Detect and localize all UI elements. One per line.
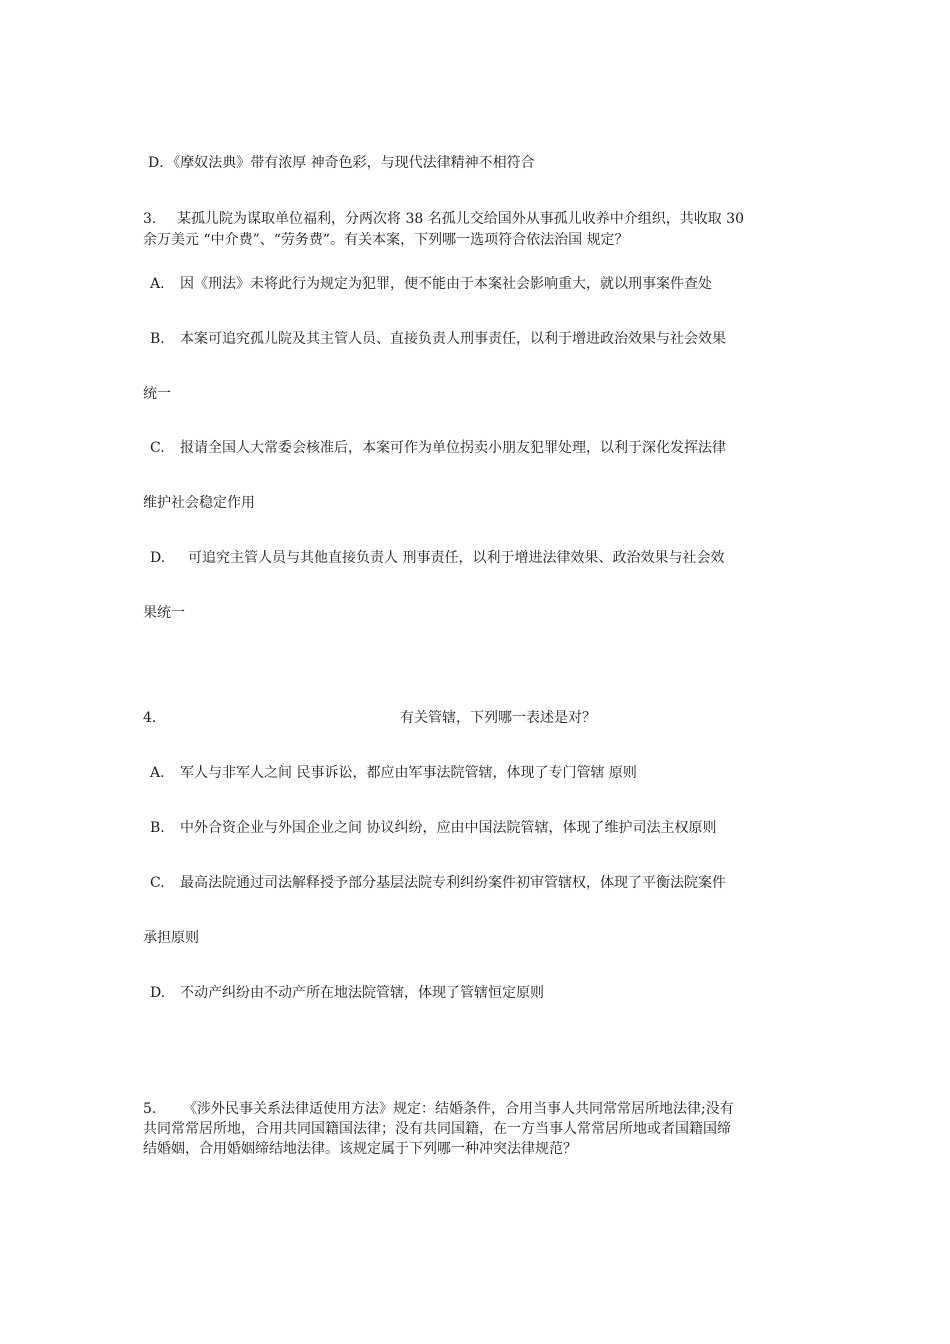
option-letter: D. <box>150 985 166 1001</box>
q3-option-d <box>150 548 724 568</box>
option-letter: A. <box>150 765 165 781</box>
option-text: 军人与非军人之间 民事诉讼，都应由军事法院管辖，体现了专门管辖 原则 <box>180 765 637 781</box>
option-text: 本案可追究孤儿院及其主管人员、直接负责人刑事责任，以利于增进政治效果与社会效果 <box>180 331 726 347</box>
option-text: 中外合资企业与外国企业之间 协议纠纷，应由中国法院管辖，体现了维护司法主权原则 <box>180 820 717 836</box>
option-text: 因《刑法》未将此行为规定为犯罪，便不能由于本案社会影响重大，就以刑事案件查处 <box>180 276 712 292</box>
option-text: 不动产纠纷由不动产所在地法院管辖，体现了管辖恒定原则 <box>180 985 544 1001</box>
q3-stem-line2: 余万美元 “中介费”、“劳务费”。有关本案，下列哪一选项符合依法治国 规定？ <box>143 232 629 248</box>
q4-stem: 有关管辖，下列哪一表述是对？ <box>400 710 596 726</box>
q3-stem-line1 <box>143 209 744 229</box>
q3-option-a <box>150 274 712 294</box>
option-letter: B. <box>150 820 165 836</box>
q3-option-c-cont: 维护社会稳定作用 <box>143 495 255 511</box>
option-text: 最高法院通过司法解释授予部分基层法院专利纠纷案件初审管辖权，体现了平衡法院案件 <box>180 875 726 891</box>
q4-option-c <box>150 873 726 893</box>
q2-option-d: D．《摩奴法典》带有浓厚 神奇色彩，与现代法律精神不相符合 <box>148 155 535 171</box>
q5-number: 5. <box>143 1101 157 1117</box>
q5-stem-line2: 共同常常居所地，合用共同国籍国法律；没有共同国籍，在一方当事人常常居所地或者国籍国缔 <box>143 1121 731 1137</box>
q3-stem-text1: 某孤儿院为谋取单位福利，分两次将 38 名孤儿交给国外从事孤儿收养中介组织，共收取 30 <box>177 211 744 227</box>
option-letter: C. <box>150 875 165 891</box>
q3-option-b-cont: 统一 <box>143 386 171 402</box>
option-letter: D. <box>150 550 166 566</box>
q3-option-c <box>150 438 726 458</box>
q4-option-a <box>150 763 637 783</box>
q4-option-d <box>150 983 544 1003</box>
option-letter: B. <box>150 331 165 347</box>
q4-number: 4. <box>143 710 157 726</box>
option-letter: A. <box>150 276 165 292</box>
option-text: 报请全国人大常委会核准后，本案可作为单位拐卖小朋友犯罪处理，以利于深化发挥法律 <box>180 440 726 456</box>
q4-option-c-cont: 承担原则 <box>143 930 199 946</box>
q5-stem-line1 <box>143 1099 734 1119</box>
q4-option-b <box>150 818 716 838</box>
option-letter: C. <box>150 440 165 456</box>
option-text: 可追究主管人员与其他直接负责人 刑事责任，以利于增进法律效果、政治效果与社会效 <box>188 550 725 566</box>
q3-number: 3. <box>143 211 157 227</box>
q5-stem-line3: 结婚姻，合用婚姻缔结地法律。该规定属于下列哪一种冲突法律规范？ <box>143 1141 577 1157</box>
q3-option-b <box>150 329 726 349</box>
q3-option-d-cont: 果统一 <box>143 605 185 621</box>
q5-stem-text1: 《涉外民事关系法律适使用方法》规定：结婚条件，合用当事人共同常常居所地法律;没有 <box>183 1101 734 1117</box>
